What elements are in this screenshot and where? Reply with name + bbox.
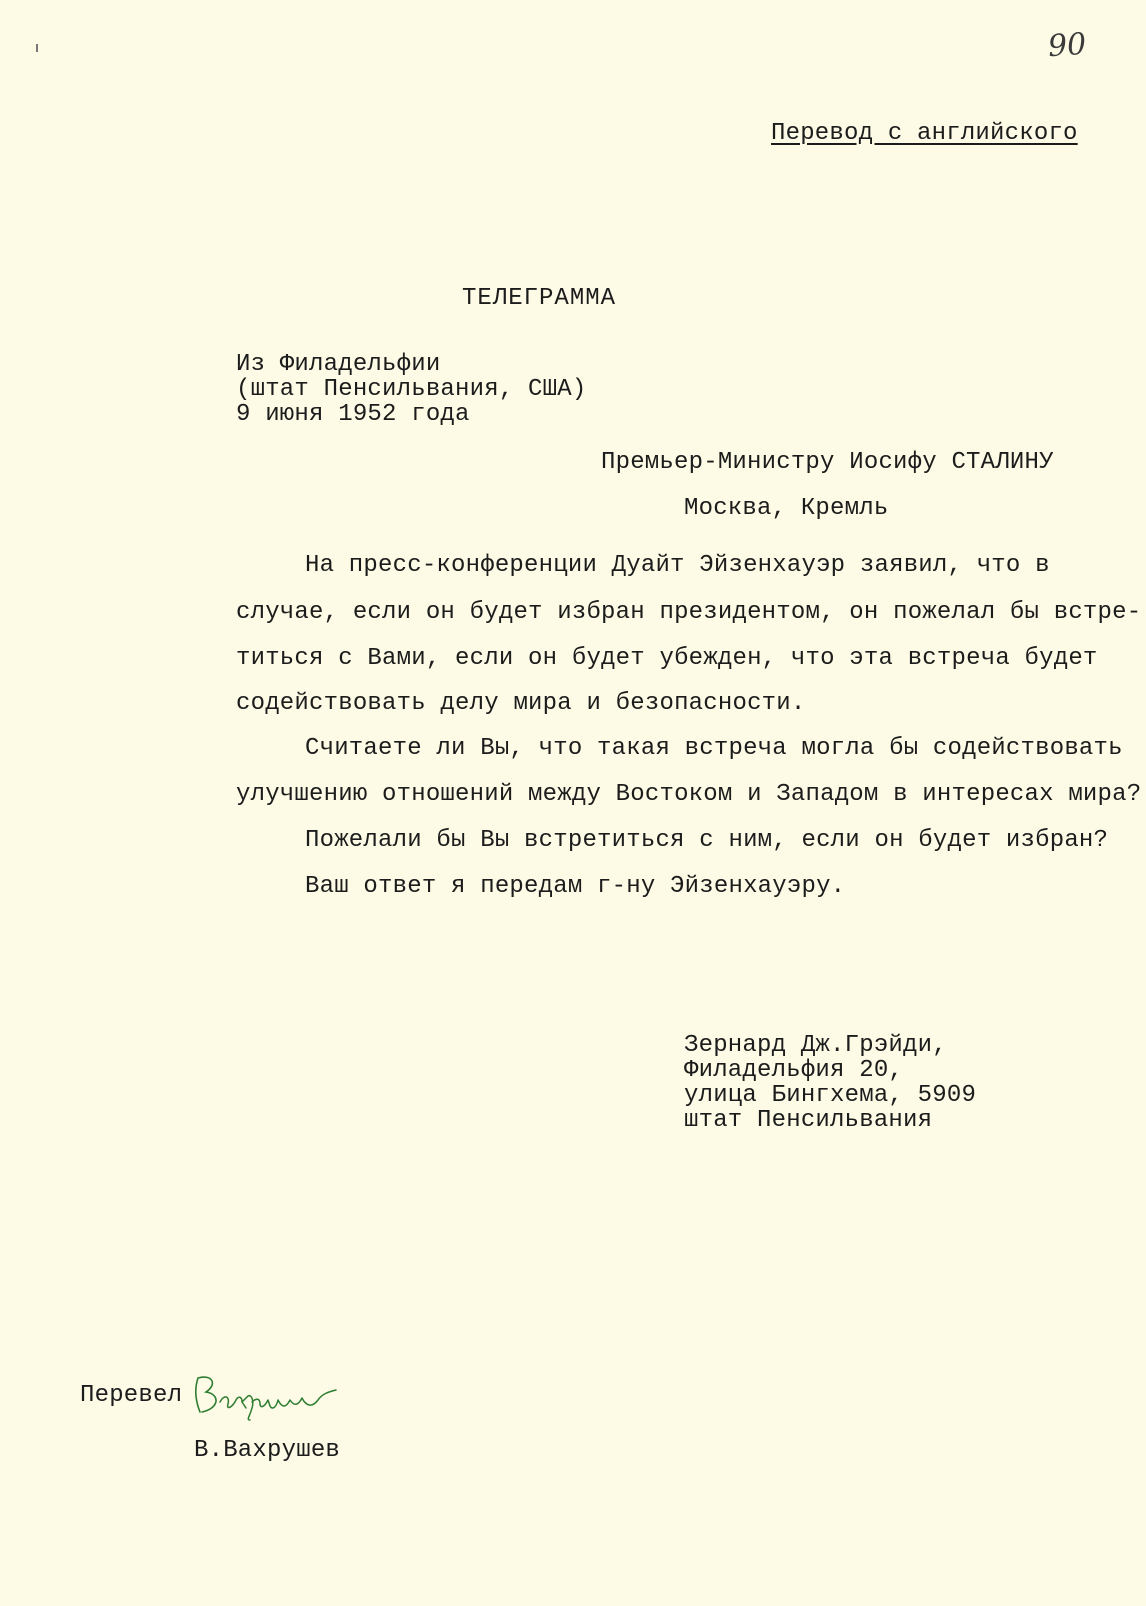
body-line: титься с Вами, если он будет убежден, что эта встреча будет — [236, 645, 1098, 672]
body-line: На пресс-конференции Дуайт Эйзенхауэр заявил, что в — [305, 552, 1050, 579]
sender-city: Филадельфия 20, — [684, 1057, 904, 1084]
margin-mark — [36, 44, 38, 52]
translator-label: Перевел — [80, 1382, 183, 1409]
body-line: Ваш ответ я передам г-ну Эйзенхауэру. — [305, 873, 846, 900]
sender-state: штат Пенсильвания — [684, 1107, 933, 1134]
origin-city: Из Филадельфии — [236, 351, 441, 378]
body-line: Считаете ли Вы, что такая встреча могла бы содействовать — [305, 735, 1123, 762]
body-line: случае, если он будет избран президентом, он пожелал бы встре- — [236, 599, 1142, 626]
translation-note: Перевод с английского — [771, 120, 1078, 147]
translator-signature — [190, 1372, 370, 1422]
translator-name: В.Вахрушев — [194, 1437, 341, 1464]
body-line: Пожелали бы Вы встретиться с ним, если он будет избран? — [305, 827, 1109, 854]
document-title: ТЕЛЕГРАММА — [462, 285, 617, 312]
archive-page-number: 90 — [1046, 26, 1088, 65]
sender-street: улица Бингхема, 5909 — [684, 1082, 977, 1109]
sender-name: Зернард Дж.Грэйди, — [684, 1032, 947, 1059]
addressee-name: Премьер-Министру Иосифу СТАЛИНУ — [601, 449, 1054, 476]
body-line: улучшению отношений между Востоком и Западом в интересах мира? — [236, 781, 1142, 808]
body-line: содействовать делу мира и безопасности. — [236, 690, 806, 717]
addressee-location: Москва, Кремль — [684, 495, 889, 522]
origin-date: 9 июня 1952 года — [236, 401, 470, 428]
origin-state: (штат Пенсильвания, США) — [236, 376, 587, 403]
